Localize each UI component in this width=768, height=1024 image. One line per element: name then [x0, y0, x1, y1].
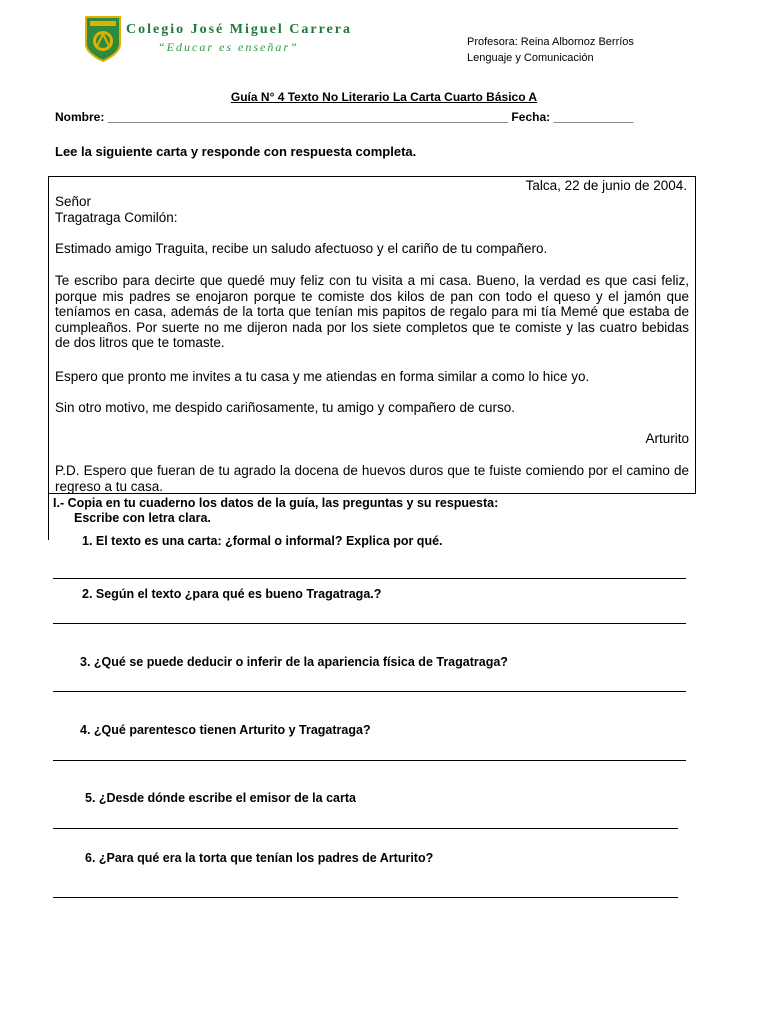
letter-wish: Espero que pronto me invites a tu casa y me atiendas en forma similar a como lo hice yo.	[55, 369, 590, 384]
question-1: 1. El texto es una carta: ¿formal o informal? Explica por qué.	[82, 534, 443, 548]
answer-line-4	[53, 760, 686, 761]
section-heading-line1: I.- Copia en tu cuaderno los datos de la guía, las preguntas y su respuesta:	[53, 496, 499, 510]
school-crest-icon	[85, 16, 121, 62]
margin-rule	[48, 494, 49, 540]
answer-line-1	[53, 578, 686, 579]
school-motto: “Educar es enseñar”	[158, 40, 299, 54]
question-5: 5. ¿Desde dónde escribe el emisor de la carta	[85, 791, 356, 805]
subject-name: Lenguaje y Comunicación	[467, 52, 594, 64]
letter-date: Talca, 22 de junio de 2004.	[525, 178, 687, 193]
question-3: 3. ¿Qué se puede deducir o inferir de la apariencia física de Tragatraga?	[80, 655, 508, 669]
answer-line-5	[53, 828, 678, 829]
letter-recipient-name: Tragatraga Comilón:	[55, 210, 178, 225]
letter-recipient-title: Señor	[55, 194, 92, 209]
section-heading	[53, 496, 498, 526]
answer-line-2	[53, 623, 686, 624]
section-heading-line2: Escribe con letra clara.	[74, 511, 211, 525]
letter-body: Te escribo para decirte que quedé muy feliz con tu visita a mi casa. Bueno, la verdad es que casi feliz, porque mis padres se enojaron porque te comiste dos kilos de pan con todo el queso y el jamón que teníamos en casa, además de la torta que tenían mis papitos de regalo para mi tía Memé que estaba de cumpleaños. Por suerte no me dijeron nada por los siete completos que te comiste y las cuatro bebidas de dos litros que te tomaste.	[55, 273, 689, 350]
letter-farewell: Sin otro motivo, me despido cariñosamente, tu amigo y compañero de curso.	[55, 400, 515, 415]
guide-title: Guía N° 4 Texto No Literario La Carta Cuarto Básico A	[230, 90, 538, 104]
teacher-name: Profesora: Reina Albornoz Berríos	[467, 36, 634, 48]
question-2: 2. Según el texto ¿para qué es bueno Tragatraga.?	[82, 587, 382, 601]
name-date-line: Nombre: ____________________________________________________________ Fecha: ____________	[55, 110, 634, 124]
answer-line-6	[53, 897, 678, 898]
question-4: 4. ¿Qué parentesco tienen Arturito y Tragatraga?	[80, 723, 371, 737]
teacher-info	[467, 34, 634, 66]
school-name: Colegio José Miguel Carrera	[126, 22, 352, 37]
letter-postscript: P.D. Espero que fueran de tu agrado la docena de huevos duros que te fuiste comiendo por el camino de regreso a tu casa.	[55, 463, 689, 494]
question-6: 6. ¿Para qué era la torta que tenían los padres de Arturito?	[85, 851, 434, 865]
letter-signature: Arturito	[645, 431, 689, 446]
letter-greeting: Estimado amigo Traguita, recibe un saludo afectuoso y el cariño de tu compañero.	[55, 241, 548, 256]
instruction: Lee la siguiente carta y responde con respuesta completa.	[55, 144, 417, 159]
answer-line-3	[53, 691, 686, 692]
